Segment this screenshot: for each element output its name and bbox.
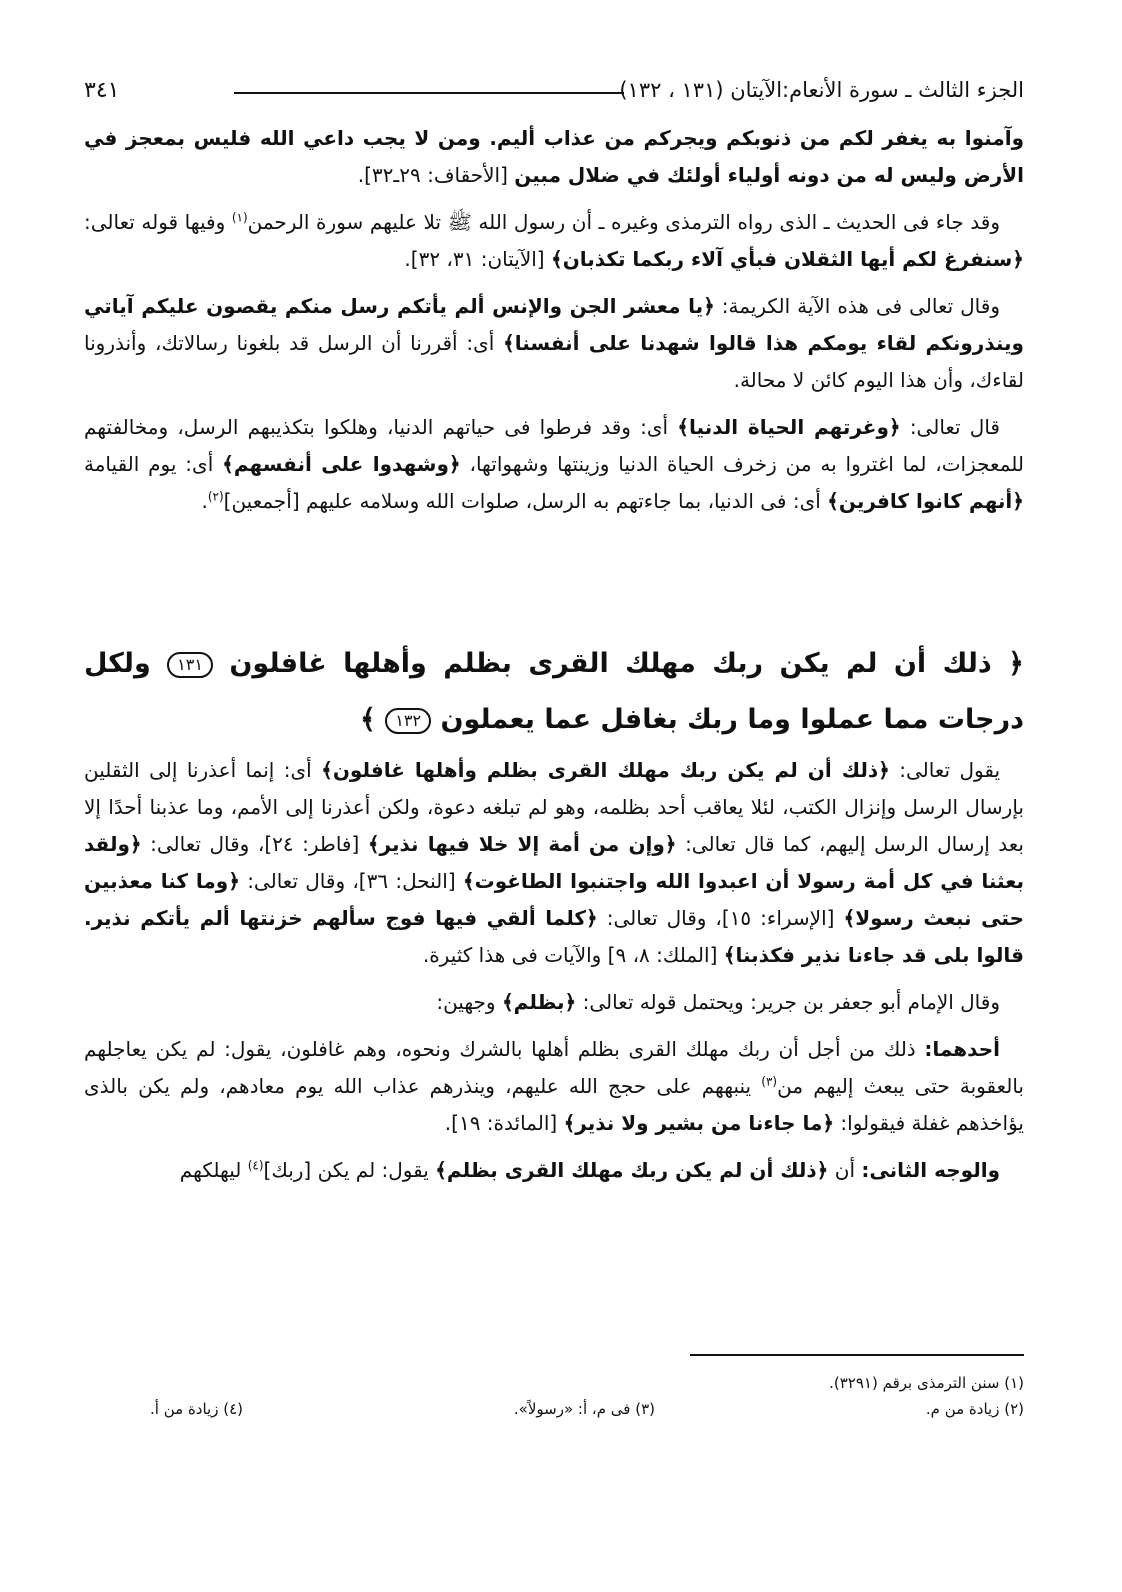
header-rule <box>234 92 624 94</box>
body-section-lower <box>84 752 1024 1199</box>
verse-text-132: ولكل درجات مما عملوا وما ربك بغافل عما يعملون <box>84 648 1024 735</box>
text-run: ذلك من أجل أن ربك مهلك القرى بظلم أهلها بالشرك ونحوه، وهم غافلون، يقول: لم يكن يعاجلهم بالعقوبة حتى يبعث إليهم من <box>84 1037 1024 1098</box>
quoted-text: ﴿وإن من أمة إلا خلا فيها نذير﴾ <box>367 832 677 856</box>
paragraph <box>84 204 1024 278</box>
text-run: أى: إنما أعذرنا إلى الثقلين بإرسال الرسل وإنزال الكتب، لئلا يعاقب أحد بظلمه، وهو لم تبلغه دعوة، ولكن أعذرنا إلى الأمم، وما عذبنا أحدًا إلا بعد إرسال الرسل إليهم، كما قال تعالى: <box>84 758 1024 856</box>
paragraph <box>84 288 1024 399</box>
footnote-4: (٤) زيادة من أ. <box>150 1400 244 1418</box>
quoted-text: ﴿أنهم كانوا كافرين﴾ <box>827 489 1024 513</box>
paragraph <box>84 409 1024 520</box>
text-run: يقول: لم يكن [ربك] <box>263 1158 436 1182</box>
footnote-1: (١) سنن الترمذى برقم (٣٢٩١). <box>829 1374 1024 1392</box>
footnote-ref: (٢) <box>207 489 224 504</box>
quoted-text: ﴿ولقد بعثنا في كل أمة رسولا أن اعبدوا الله واجتنبوا الطاغوت﴾ <box>84 832 1025 893</box>
body-section-upper <box>84 120 1024 530</box>
quoted-text: ﴿سنفرغ لكم أيها الثقلان فبأي آلاء ربكما تكذبان﴾ <box>550 247 1024 271</box>
page-number: ٣٤١ <box>84 78 120 103</box>
text-run: أن <box>828 1158 862 1182</box>
footnote-ref: (١) <box>231 210 248 225</box>
text-run: أى: فى الدنيا، بما جاءتهم به الرسل، صلوات الله وسلامه عليهم [أجمعين] <box>223 489 828 513</box>
text-run: قال تعالى: <box>900 415 1000 439</box>
text-run: [الملك: ٨، ٩] والآيات فى هذا كثيرة. <box>422 943 724 967</box>
quoted-text: وآمنوا به يغفر لكم من ذنوبكم ويجركم من عذاب أليم. ومن لا يجب داعي الله فليس بمعجز في الأرض وليس له من دونه أولياء أولئك في ضلال مبين <box>84 126 1024 187</box>
text-run: وقد جاء فى الحديث ـ الذى رواه الترمذى وغيره ـ أن رسول الله ﷺ تلا عليهم سورة الرحمن <box>247 210 1000 234</box>
ayah-number-marker: ١٣١ <box>167 652 213 678</box>
quoted-text: ﴿يا معشر الجن والإنس ألم يأتكم رسل منكم يقصون عليكم آياتي وينذرونكم لقاء يومكم هذا قالوا شهدنا على أنفسنا﴾ <box>84 294 1024 355</box>
text-run: يقول تعالى: <box>889 758 1001 782</box>
text-run: [الأحقاف: ٢٩ـ٣٢]. <box>357 163 515 187</box>
text-run: [الإسراء: ١٥]، وقال تعالى: <box>597 906 844 930</box>
paragraph <box>84 120 1024 194</box>
paragraph <box>84 1152 1024 1189</box>
quoted-text: ﴿ذلك أن لم يكن ربك مهلك القرى بظلم﴾ <box>435 1158 829 1182</box>
footnote-ref: (٣) <box>761 1074 778 1089</box>
paragraph <box>84 752 1024 974</box>
verse-text-131: ذلك أن لم يكن ربك مهلك القرى بظلم وأهلها غافلون <box>229 648 992 679</box>
quoted-text: ﴿ما جاءنا من بشير ولا نذير﴾ <box>563 1111 835 1135</box>
quoted-text: ﴿وما كنا معذبين حتى نبعث رسولا﴾ <box>84 869 1024 930</box>
text-run: أى: وقد فرطوا فى حياتهم الدنيا، وهلكوا بتكذيبهم الرسل، ومخالفتهم للمعجزات، لما اغتروا به من زخرف الحياة الدنيا وزينتها وشهواتها، <box>84 415 1024 476</box>
verse-close-bracket: ﴾ <box>360 704 376 735</box>
text-run: وفيها قوله تعالى: <box>84 210 232 234</box>
header-title: الجزء الثالث ـ سورة الأنعام:الآيتان (١٣١ ، ١٣٢) <box>619 78 1024 102</box>
footnote-row <box>150 1370 1024 1396</box>
quoted-text: ﴿وغرتهم الحياة الدنيا﴾ <box>677 415 901 439</box>
text-run: ليهلكهم <box>179 1158 248 1182</box>
ayah-number-marker: ١٣٢ <box>385 708 431 734</box>
footnote-ref: (٤) <box>247 1158 264 1173</box>
quoted-text: ﴿بظلم﴾ <box>501 990 577 1014</box>
footnote-row <box>150 1396 1024 1422</box>
paragraph <box>84 984 1024 1021</box>
text-run: أى: أقررنا أن الرسل قد بلغونا رسالاتك، وأنذرونا لقاءك، وأن هذا اليوم كائن لا محالة. <box>84 331 1024 392</box>
text-run: أى: يوم القيامة <box>84 452 223 476</box>
quoted-text: ﴿وشهدوا على أنفسهم﴾ <box>222 452 461 476</box>
text-run: وقال تعالى فى هذه الآية الكريمة: <box>714 294 1000 318</box>
quran-verse-block <box>84 636 1024 748</box>
quoted-text: ﴿ذلك أن لم يكن ربك مهلك القرى بظلم وأهلها غافلون﴾ <box>321 758 890 782</box>
quoted-text: أحدهما: <box>924 1037 1000 1061</box>
verse-open-bracket: ﴿ <box>1008 648 1024 679</box>
text-run: وقال الإمام أبو جعفر بن جرير: ويحتمل قوله تعالى: <box>576 990 1000 1014</box>
text-run: وجهين: <box>436 990 502 1014</box>
quoted-text: والوجه الثانى: <box>861 1158 1000 1182</box>
paragraph <box>84 1031 1024 1142</box>
quoted-text: ﴿كلما ألقي فيها فوج سألهم خزنتها ألم يأتكم نذير. قالوا بلى قد جاءنا نذير فكذبنا﴾ <box>84 906 1024 967</box>
text-run: . <box>201 489 208 513</box>
footnote-separator <box>690 1354 1024 1356</box>
footnote-2: (٢) زيادة من م. <box>925 1400 1024 1418</box>
text-run: [الآيتان: ٣١، ٣٢]. <box>404 247 551 271</box>
text-run: [النحل: ٣٦]، وقال تعالى: <box>239 869 463 893</box>
text-run: [المائدة: ١٩]. <box>444 1111 564 1135</box>
text-run: [فاطر: ٢٤]، وقال تعالى: <box>141 832 368 856</box>
footnotes <box>150 1370 1024 1422</box>
footnote-3: (٣) فى م، أ: «رسولاً». <box>513 1400 655 1418</box>
text-run: ينبههم على حجج الله عليهم، وينذرهم عذاب الله يوم معادهم، ولم يكن بالذى يؤاخذهم غفلة فيقولوا: <box>84 1074 1024 1135</box>
running-header <box>84 78 1024 110</box>
